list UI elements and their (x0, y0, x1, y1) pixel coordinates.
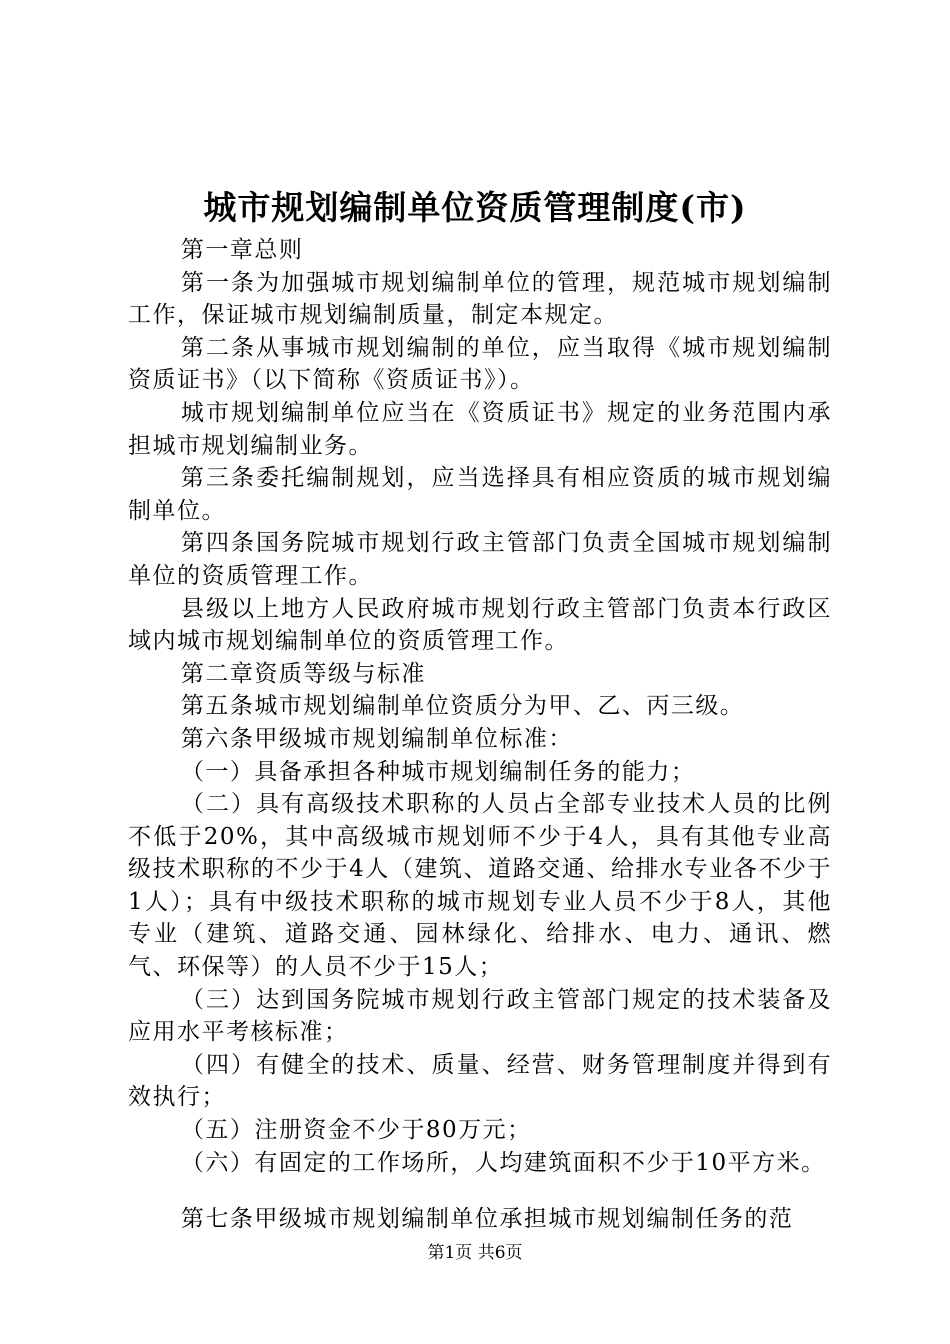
paragraph: 县级以上地方人民政府城市规划行政主管部门负责本行政区域内城市规划编制单位的资质管理工作。 (128, 595, 832, 655)
paragraph: 第三条委托编制规划，应当选择具有相应资质的城市规划编制单位。 (128, 465, 832, 524)
chapter-heading: 第二章资质等级与标准 (180, 660, 426, 687)
list-item: （五）注册资金不少于80万元； (180, 1117, 532, 1144)
paragraph: 第一条为加强城市规划编制单位的管理，规范城市规划编制工作，保证城市规划编制质量，制定本规定。 (128, 269, 832, 329)
list-item: （一）具备承担各种城市规划编制任务的能力； (180, 758, 696, 785)
chapter-heading: 第一章总则 (180, 237, 304, 263)
list-item: （四）有健全的技术、质量、经营、财务管理制度并得到有效执行； (128, 1051, 832, 1111)
paragraph: 第二条从事城市规划编制的单位，应当取得《城市规划编制资质证书》（以下简称《资质证书》）。 (128, 334, 832, 394)
document-body (128, 234, 832, 1236)
document-title: 城市规划编制单位资质管理制度(市) (203, 188, 747, 227)
paragraph: 城市规划编制单位应当在《资质证书》规定的业务范围内承担城市规划编制业务。 (128, 399, 832, 459)
paragraph: 第六条甲级城市规划编制单位标准： (180, 725, 573, 752)
list-item: （六）有固定的工作场所，人均建筑面积不少于10平方米。 (180, 1149, 826, 1176)
list-item: （三）达到国务院城市规划行政主管部门规定的技术装备及应用水平考核标准； (128, 986, 832, 1046)
paragraph: 第七条甲级城市规划编制单位承担城市规划编制任务的范 (180, 1206, 794, 1233)
list-item: （二）具有高级技术职称的人员占全部专业技术人员的比例不低于20%，其中高级城市规划师不少于4人，具有其他专业高级技术职称的不少于4人（建筑、道路交通、给排水专业各不少于1人）；具有中级技术职称的城市规划专业人员不少于8人，其他专业（建筑、道路交通、园林绿化、给排水、电力、通讯、燃气、环保等）的人员不少于15人； (128, 791, 832, 981)
page-footer: 第1页 共6页 (427, 1243, 523, 1263)
paragraph: 第四条国务院城市规划行政主管部门负责全国城市规划编制单位的资质管理工作。 (128, 530, 832, 589)
paragraph: 第五条城市规划编制单位资质分为甲、乙、丙三级。 (180, 693, 745, 720)
